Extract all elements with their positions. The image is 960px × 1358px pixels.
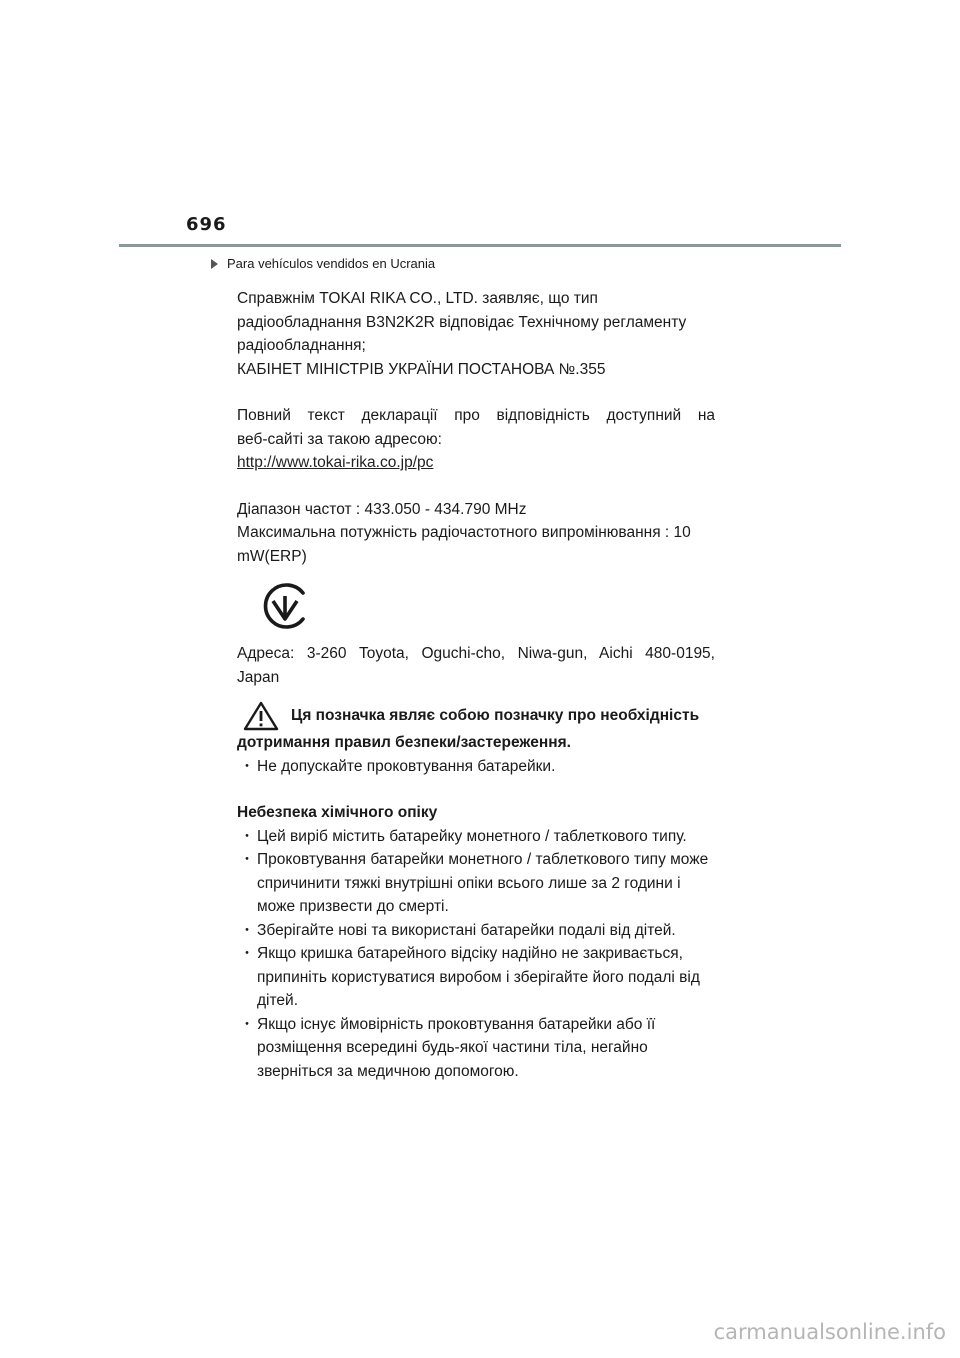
address-line-2: Japan: [237, 668, 280, 686]
site-watermark: carmanualsonline.info: [713, 1320, 946, 1344]
section-title-text: Para vehículos vendidos en Ucrania: [227, 256, 436, 271]
max-power-line-1: Максимальна потужність радіочастотного випромінювання : 10: [237, 524, 691, 541]
chemical-hazard-heading: Небезпека хімічного опіку: [237, 804, 438, 821]
max-power-line-2: mW(ERP): [237, 547, 307, 565]
chemical-item-1: ・ Цей виріб містить батарейку монетного / таблеткового типу.: [237, 825, 715, 849]
fulltext-line-1: Повний текст декларації про відповідність доступний на: [237, 407, 715, 424]
bullet-dot: ・: [239, 851, 255, 868]
bullet-dot: ・: [239, 1015, 255, 1033]
warning-triangle-icon: [243, 701, 279, 731]
content: [237, 287, 715, 1083]
address-line-1: Адреса: 3-260 Toyota, Oguchi-cho, Niwa-gun, Aichi 480-0195,: [237, 645, 715, 662]
declaration-line-1: Справжнім TOKAI RIKA CO., LTD. заявляє, що тип: [237, 290, 598, 307]
page-number: 696: [186, 214, 227, 235]
declaration-line-4: КАБІНЕТ МІНІСТРІВ УКРАЇНИ ПОСТАНОВА №.355: [237, 360, 606, 378]
declaration-link[interactable]: http://www.tokai-rika.co.jp/pc: [237, 454, 434, 471]
bullet-dot: ・: [239, 921, 255, 939]
chemical-item-4: ・ Якщо кришка батарейного відсіку надійно не закривається, припиніть користуватися виробом і зберігайте його подалі від дітей.: [237, 942, 715, 1013]
frequency-range: Діапазон частот : 433.050 - 434.790 MHz: [237, 500, 527, 518]
declaration-line-2: радіообладнання B3N2K2R відповідає Технічному регламенту: [237, 313, 687, 331]
triangle-bullet-icon: [211, 259, 218, 269]
ua-conformity-mark-icon: [259, 580, 311, 632]
warning-text-line-2: дотримання правил безпеки/застереження.: [237, 734, 571, 751]
warning-line: [237, 701, 715, 731]
section-title: [211, 256, 435, 271]
warning-item: ・ Не допускайте проковтування батарейки.: [237, 755, 715, 779]
fulltext-line-2: веб-сайті за такою адресою:: [237, 430, 442, 448]
chemical-item-5: ・ Якщо існує ймовірність проковтування батарейки або її розміщення всередині будь-якої частини тіла, негайно зверніться за медичною допомогою.: [237, 1013, 715, 1084]
bullet-dot: ・: [239, 757, 255, 775]
chemical-item-2: ・ Проковтування батарейки монетного / таблеткового типу може спричинити тяжкі внутрішні опіки всього лише за 2 години і може призвести до смерті.: [237, 848, 715, 919]
chemical-item-3: ・ Зберігайте нові та використані батарейки подалі від дітей.: [237, 919, 715, 943]
bullet-dot: ・: [239, 945, 255, 962]
bullet-dot: ・: [239, 827, 255, 845]
warning-text-line-1: Ця позначка являє собою позначку про необхідність: [291, 707, 700, 725]
declaration-line-3: радіообладнання;: [237, 337, 366, 354]
header-rule: [119, 244, 841, 247]
